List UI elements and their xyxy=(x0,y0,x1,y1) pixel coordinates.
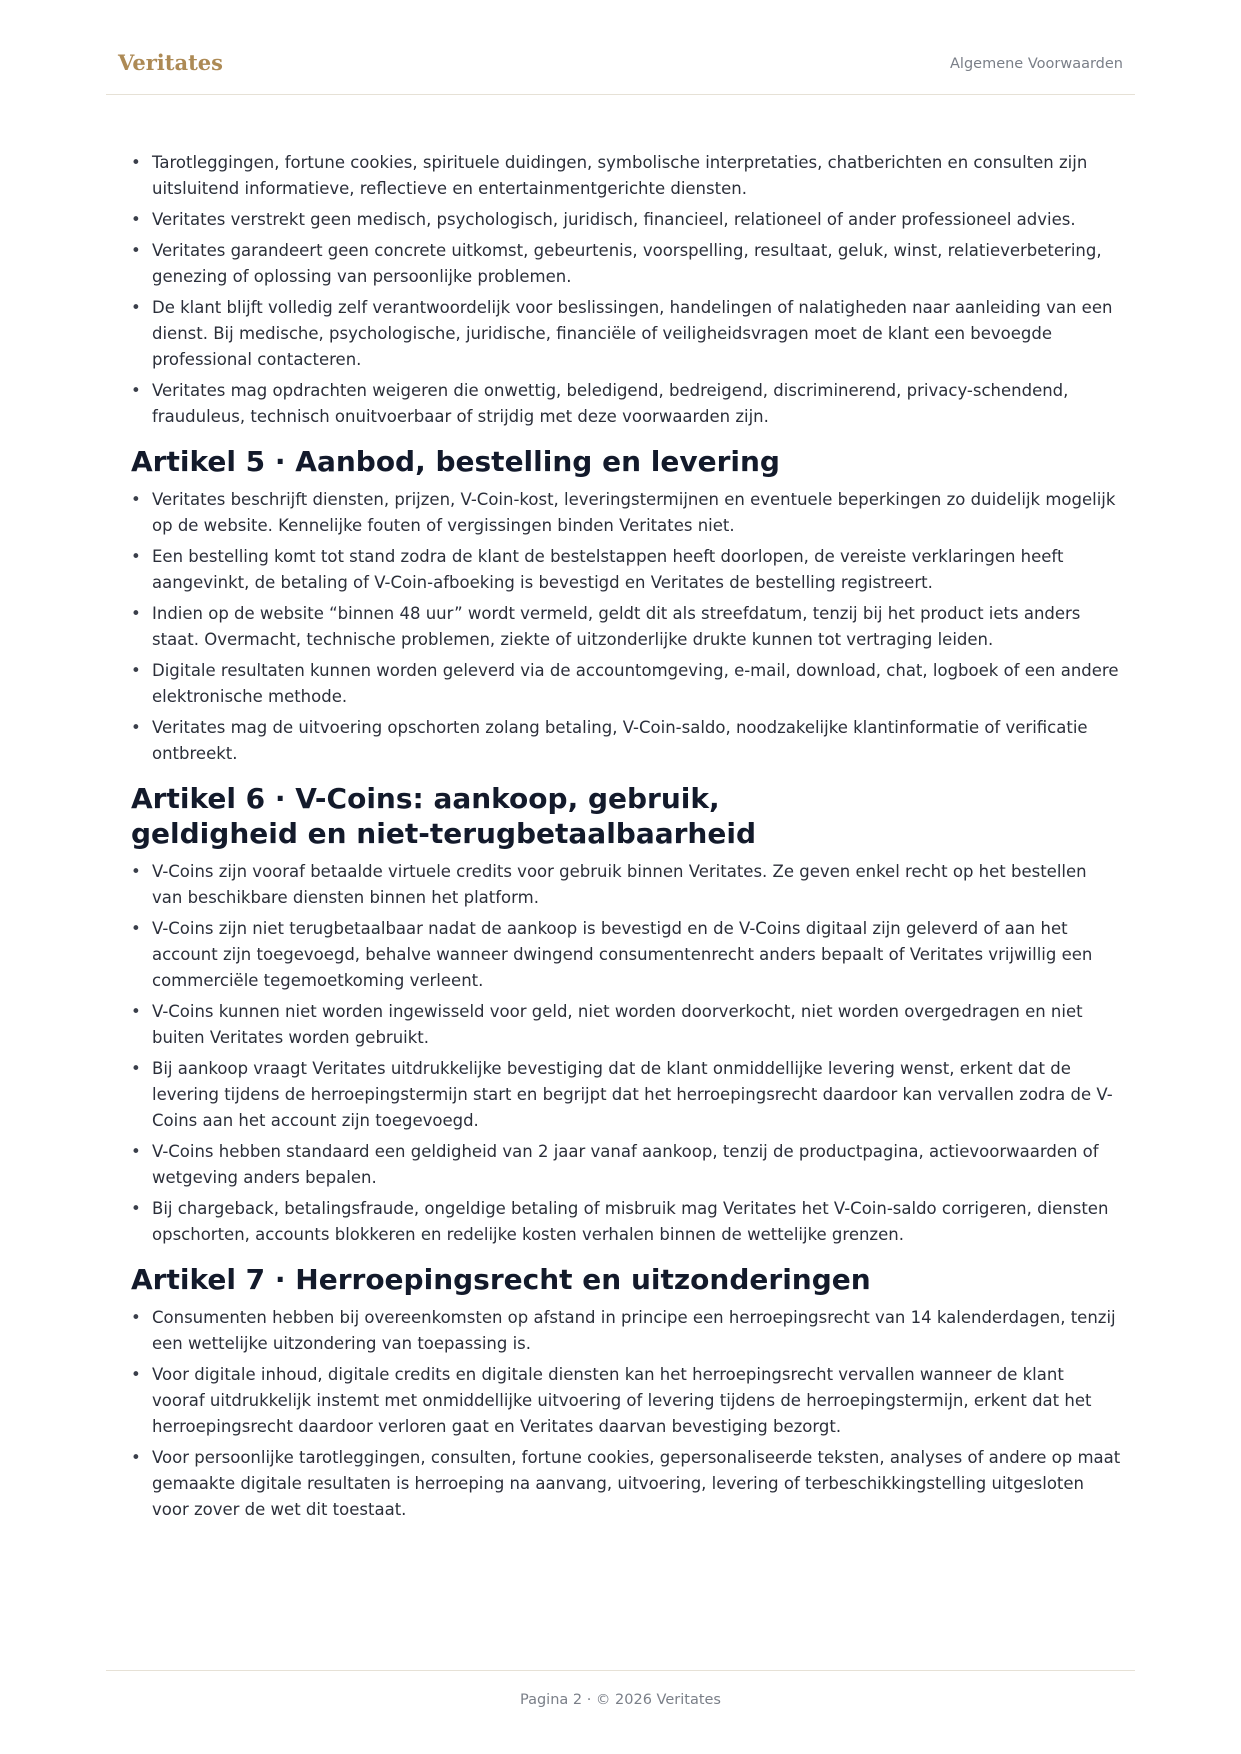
list-item: • Indien op de website “binnen 48 uur” wordt vermeld, geldt dit als streefdatum, tenzij bij het product iets anders staat. Overmacht, technische problemen, ziekte of uitzonderlijke drukte kunnen tot vertraging leiden. xyxy=(131,601,1121,653)
article-heading: Artikel 7 · Herroepingsrecht en uitzonderingen xyxy=(131,1263,871,1296)
list-item: • Veritates mag opdrachten weigeren die onwettig, beledigend, bedreigend, discriminerend, privacy-schendend, frauduleus, technisch onuitvoerbaar of strijdig met deze voorwaarden zijn. xyxy=(131,378,1121,430)
page-footer xyxy=(106,1670,1135,1708)
article-7 xyxy=(131,1262,1121,1523)
list-item: • Consumenten hebben bij overeenkomsten op afstand in principe een herroepingsrecht van 14 kalenderdagen, tenzij een wettelijke uitzondering van toepassing is. xyxy=(131,1305,1121,1357)
article-heading: Artikel 6 · V-Coins: aankoop, gebruik, geldigheid en niet-terugbetaalbaarheid xyxy=(131,782,756,850)
article-heading: Artikel 5 · Aanbod, bestelling en levering xyxy=(131,445,780,478)
list-item: • Voor digitale inhoud, digitale credits en digitale diensten kan het herroepingsrecht vervallen wanneer de klant vooraf uitdrukkelijk instemt met onmiddellijke uitvoering of levering tijdens de herroepingstermijn, erkent dat het herroepingsrecht daardoor verloren gaat en Veritates daarvan bevestiging bezorgt. xyxy=(131,1362,1121,1440)
page-number: Pagina 2 · © 2026 Veritates xyxy=(519,1692,721,1708)
brand-logo: Veritates xyxy=(118,50,223,75)
list-item: • Voor persoonlijke tarotleggingen, consulten, fortune cookies, gepersonaliseerde teksten, analyses of andere op maat gemaakte digitale resultaten is herroeping na aanvang, uitvoering, levering of terbeschikkingstelling uitgesloten voor zover de wet dit toestaat. xyxy=(131,1445,1121,1523)
list-item: • Een bestelling komt tot stand zodra de klant de bestelstappen heeft doorlopen, de vereiste verklaringen heeft aangevinkt, de betaling of V-Coin-afboeking is bevestigd en Veritates de bestelling registreert. xyxy=(131,544,1121,596)
article-list xyxy=(131,859,1121,1248)
page-header xyxy=(106,44,1135,95)
list-item: • Veritates beschrijft diensten, prijzen, V-Coin-kost, leveringstermijnen en eventuele beperkingen zo duidelijk mogelijk op de website. Kennelijke fouten of vergissingen binden Veritates niet. xyxy=(131,487,1121,539)
article-5 xyxy=(131,444,1121,767)
list-item: • V-Coins zijn niet terugbetaalbaar nadat de aankoop is bevestigd en de V-Coins digitaal zijn geleverd of aan het account zijn toegevoegd, behalve wanneer dwingend consumentenrecht anders bepaalt of Veritates vrijwillig een commerciële tegemoetkoming verleent. xyxy=(131,916,1121,994)
list-item: • Tarotleggingen, fortune cookies, spirituele duidingen, symbolische interpretaties, chatberichten en consulten zijn uitsluitend informatieve, reflectieve en entertainmentgerichte diensten. xyxy=(131,150,1121,202)
list-item: • De klant blijft volledig zelf verantwoordelijk voor beslissingen, handelingen of nalatigheden naar aanleiding van een dienst. Bij medische, psychologische, juridische, financiële of veiligheidsvragen moet de klant een bevoegde professional contacteren. xyxy=(131,295,1121,373)
article-6 xyxy=(131,781,1121,1248)
list-item: • V-Coins hebben standaard een geldigheid van 2 jaar vanaf aankoop, tenzij de productpagina, actievoorwaarden of wetgeving anders bepalen. xyxy=(131,1139,1121,1191)
list-item: • Bij chargeback, betalingsfraude, ongeldige betaling of misbruik mag Veritates het V-Coin-saldo corrigeren, diensten opschorten, accounts blokkeren en redelijke kosten verhalen binnen de wettelijke grenzen. xyxy=(131,1196,1121,1248)
list-item: • V-Coins zijn vooraf betaalde virtuele credits voor gebruik binnen Veritates. Ze geven enkel recht op het bestellen van beschikbare diensten binnen het platform. xyxy=(131,859,1121,911)
list-item: • Bij aankoop vraagt Veritates uitdrukkelijke bevestiging dat de klant onmiddellijke levering wenst, erkent dat de levering tijdens de herroepingstermijn start en begrijpt dat het herroepingsrecht daardoor kan vervallen zodra de V-Coins aan het account zijn toegevoegd. xyxy=(131,1056,1121,1134)
article-list xyxy=(131,1305,1121,1523)
document-body xyxy=(131,150,1121,1528)
list-item: • Veritates verstrekt geen medisch, psychologisch, juridisch, financieel, relationeel of ander professioneel advies. xyxy=(131,207,1121,233)
intro-list xyxy=(131,150,1121,430)
article-list xyxy=(131,487,1121,767)
list-item: • Veritates garandeert geen concrete uitkomst, gebeurtenis, voorspelling, resultaat, geluk, winst, relatieverbetering, genezing of oplossing van persoonlijke problemen. xyxy=(131,238,1121,290)
document-title: Algemene Voorwaarden xyxy=(950,56,1123,72)
list-item: • Digitale resultaten kunnen worden geleverd via de accountomgeving, e-mail, download, chat, logboek of een andere elektronische methode. xyxy=(131,658,1121,710)
list-item: • V-Coins kunnen niet worden ingewisseld voor geld, niet worden doorverkocht, niet worden overgedragen en niet buiten Veritates worden gebruikt. xyxy=(131,999,1121,1051)
list-item: • Veritates mag de uitvoering opschorten zolang betaling, V-Coin-saldo, noodzakelijke klantinformatie of verificatie ontbreekt. xyxy=(131,715,1121,767)
